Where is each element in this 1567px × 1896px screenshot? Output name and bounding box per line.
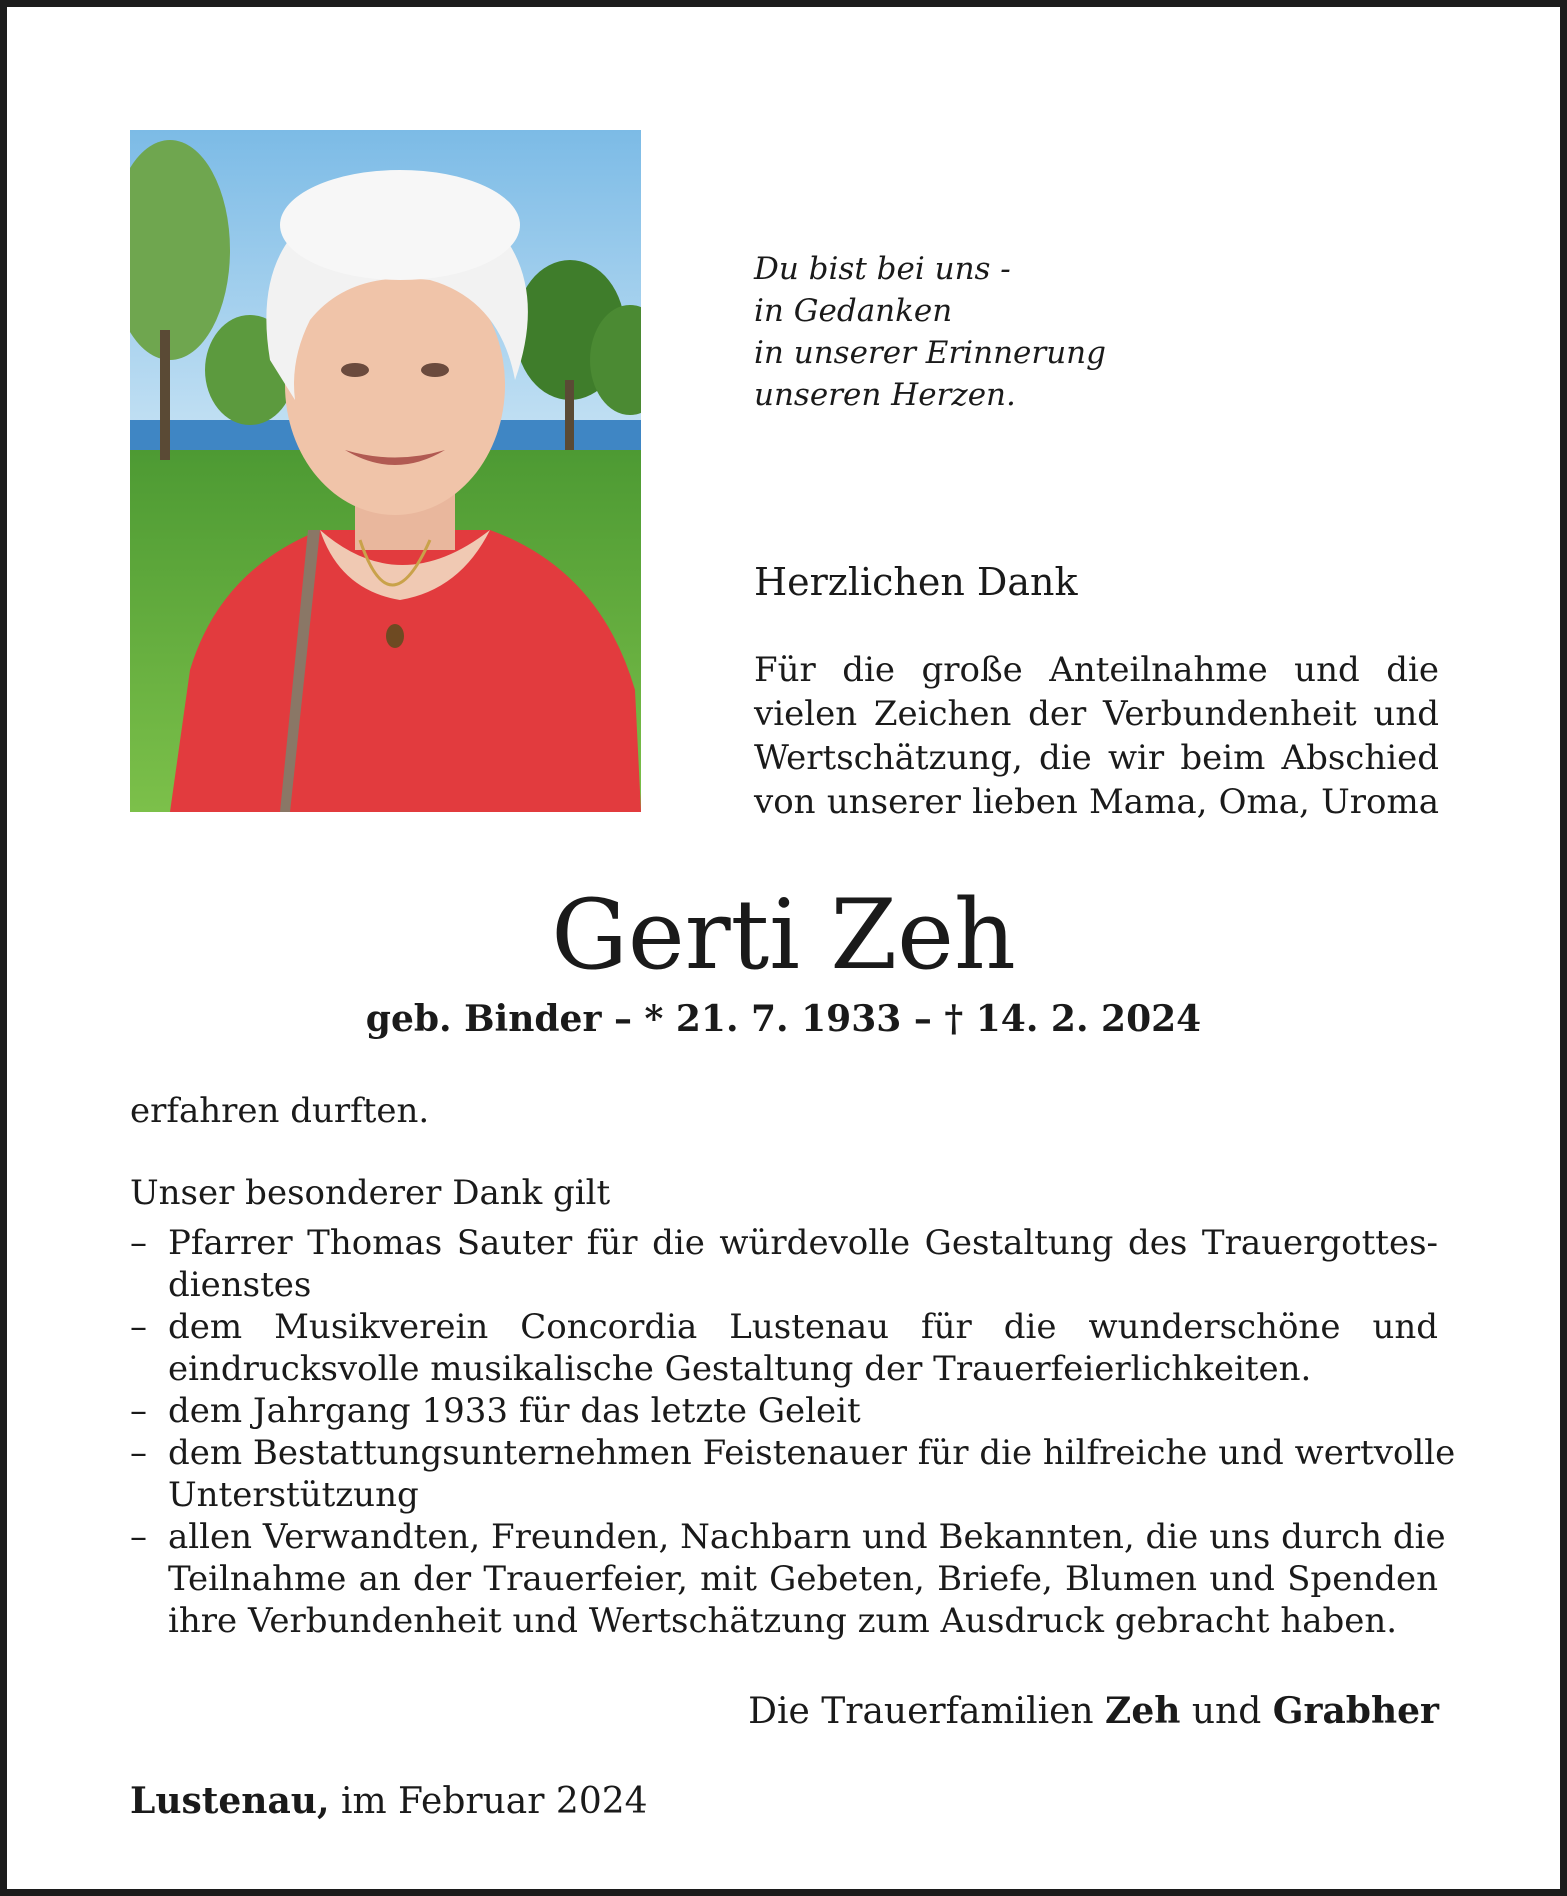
signature-joiner: und [1191, 1691, 1262, 1732]
list-item [130, 1222, 1438, 1306]
list-item-line: Unterstützung [168, 1475, 419, 1515]
family-name: Zeh [1105, 1690, 1181, 1732]
poem-line: in Gedanken [754, 293, 953, 329]
intro-line: vielen Zeichen der Verbundenheit und [754, 694, 1439, 734]
thanks-heading: Herzlichen Dank [754, 560, 1078, 604]
poem-line: unseren Herzen. [754, 377, 1016, 413]
date-text: im Februar 2024 [340, 1781, 648, 1822]
list-item-line: eindrucksvolle musikalische Gestaltung der Trauerfeierlichkeiten. [168, 1349, 1312, 1389]
list-item [130, 1306, 1438, 1390]
dash-bullet: – [130, 1307, 147, 1347]
list-item [130, 1390, 1438, 1432]
dash-bullet: – [130, 1433, 147, 1473]
intro-line: Wertschätzung, die wir beim Abschied [754, 738, 1439, 778]
list-item [130, 1516, 1446, 1642]
portrait-illustration [130, 130, 641, 812]
dash-bullet: – [130, 1517, 147, 1557]
signature [748, 1690, 1439, 1732]
dash-bullet: – [130, 1223, 147, 1263]
poem [754, 248, 1274, 416]
list-item-line: dem Musikverein Concordia Lustenau für die wunderschöne und [168, 1307, 1438, 1347]
portrait-photo [130, 130, 641, 812]
deceased-name: Gerti Zeh [551, 879, 1016, 991]
list-item-line: allen Verwandten, Freunden, Nachbarn und Bekannten, die uns durch die [168, 1517, 1446, 1557]
list-item-line: ihre Verbundenheit und Wertschätzung zum Ausdruck gebracht haben. [168, 1601, 1398, 1641]
list-item-line: dem Jahrgang 1933 für das letzte Geleit [168, 1391, 861, 1431]
deceased-dates: geb. Binder – * 21. 7. 1933 – † 14. 2. 2024 [365, 998, 1202, 1040]
thanks-list [130, 1222, 1456, 1642]
continuation-text: erfahren durften. [130, 1091, 430, 1131]
list-item-line: Teilnahme an der Trauerfeier, mit Gebeten, Briefe, Blumen und Spenden [168, 1559, 1438, 1599]
list-item [130, 1432, 1456, 1516]
dash-bullet: – [130, 1391, 147, 1431]
poem-line: Du bist bei uns - [754, 251, 1011, 287]
place-date [130, 1780, 648, 1822]
list-item-line: dem Bestattungsunternehmen Feistenauer für die hilfreiche und wertvolle [168, 1433, 1456, 1473]
family-name: Grabher [1272, 1690, 1439, 1732]
intro-line: von unserer lieben Mama, Oma, Uroma [754, 782, 1439, 822]
place-name: Lustenau, [130, 1780, 330, 1822]
poem-line: in unserer Erinnerung [754, 335, 1106, 371]
intro-line: Für die große Anteilnahme und die [754, 650, 1439, 690]
special-thanks-heading: Unser besonderer Dank gilt [130, 1173, 611, 1213]
list-item-line: dienstes [168, 1265, 312, 1305]
list-item-line: Pfarrer Thomas Sauter für die würdevolle Gestaltung des Trauergottes- [168, 1223, 1438, 1263]
signature-prefix: Die Trauerfamilien [748, 1691, 1094, 1732]
intro-paragraph [754, 648, 1439, 824]
